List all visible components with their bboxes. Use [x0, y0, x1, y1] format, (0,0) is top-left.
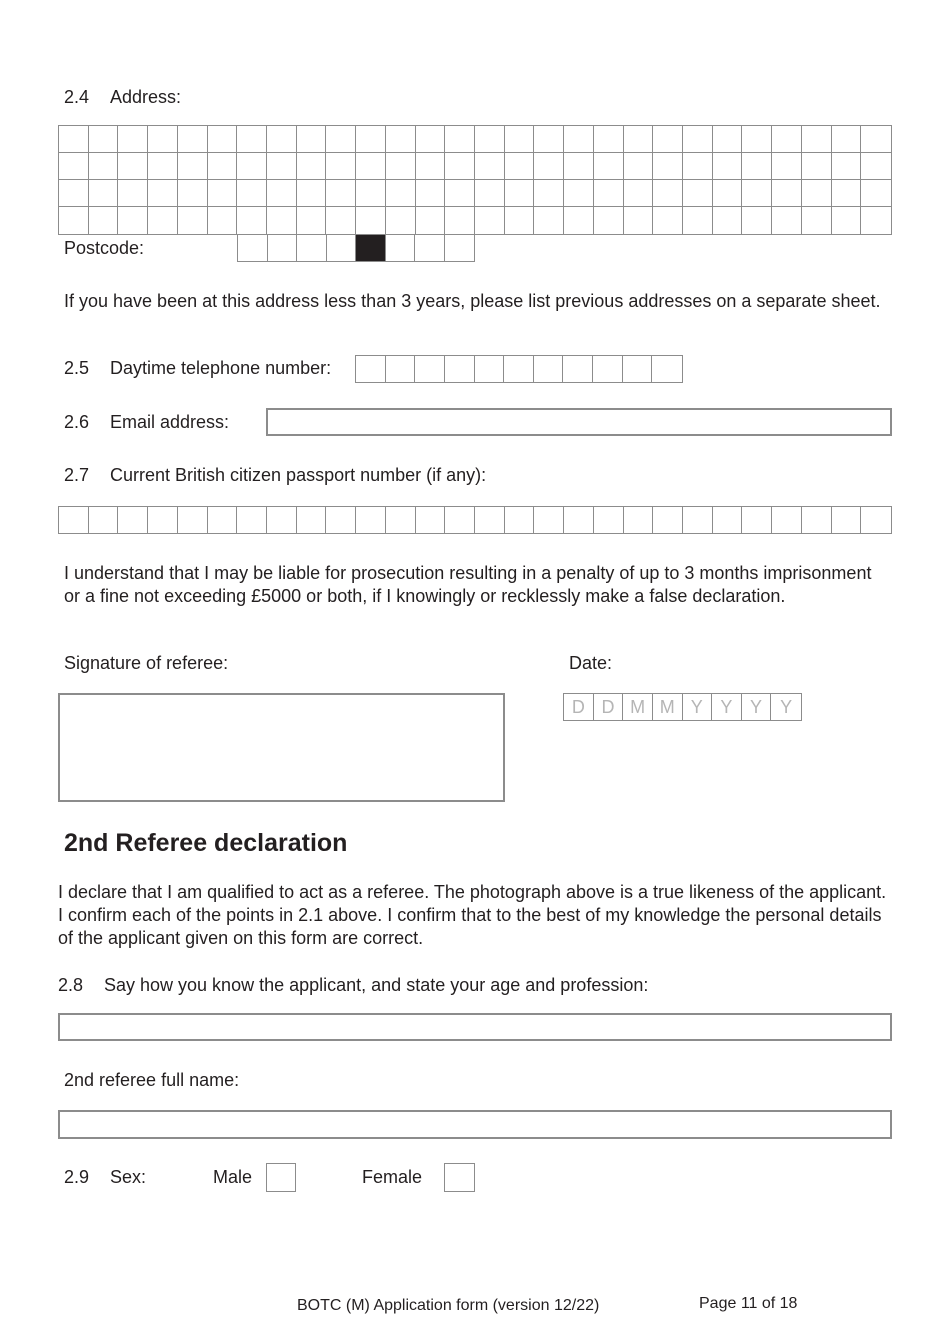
passport-cell[interactable] [237, 507, 267, 533]
address-cell[interactable] [772, 153, 802, 180]
address-cell[interactable] [356, 153, 386, 180]
female-label: Female [362, 1167, 423, 1187]
address-cell[interactable] [208, 207, 238, 234]
telephone-cell[interactable] [593, 356, 623, 382]
passport-cell[interactable] [148, 507, 178, 533]
address-cell[interactable] [208, 126, 238, 153]
address-cell[interactable] [742, 126, 772, 153]
telephone-label: Daytime telephone number: [110, 358, 332, 378]
address-cell[interactable] [89, 153, 119, 180]
address-cell[interactable] [386, 180, 416, 207]
passport-cell[interactable] [118, 507, 148, 533]
date-cell[interactable]: D [564, 694, 594, 720]
address-cell[interactable] [237, 207, 267, 234]
address-cell[interactable] [713, 126, 743, 153]
male-label: Male [213, 1167, 253, 1187]
date-cell[interactable]: Y [780, 697, 793, 717]
address-cell[interactable] [534, 180, 564, 207]
address-cell[interactable] [445, 126, 475, 153]
date-label: Date: [569, 653, 613, 673]
address-cell[interactable] [713, 153, 743, 180]
relation-field[interactable] [58, 1013, 892, 1041]
address-cell[interactable] [683, 207, 713, 234]
address-cell[interactable] [475, 153, 505, 180]
address-cell[interactable] [386, 153, 416, 180]
passport-cell[interactable] [594, 507, 624, 533]
address-label: Address: [110, 87, 182, 107]
telephone-cell[interactable] [415, 356, 445, 382]
address-cell[interactable] [416, 207, 446, 234]
full-name-label: 2nd referee full name: [64, 1070, 240, 1090]
passport-cell[interactable] [445, 507, 475, 533]
address-cell[interactable] [386, 207, 416, 234]
passport-cell[interactable] [475, 507, 505, 533]
address-cell[interactable] [356, 126, 386, 153]
passport-cell[interactable] [861, 507, 891, 533]
address-cell[interactable] [326, 153, 356, 180]
address-cell[interactable] [742, 180, 772, 207]
address-cell[interactable] [267, 180, 297, 207]
passport-number: 2.7 [64, 465, 90, 485]
relation-number: 2.8 [58, 975, 84, 995]
passport-cell[interactable] [534, 507, 564, 533]
sex-number: 2.9 [64, 1167, 90, 1187]
address-cell[interactable] [594, 207, 624, 234]
date-cell[interactable]: Y [712, 694, 742, 720]
address-cell[interactable] [237, 153, 267, 180]
address-cell[interactable] [178, 207, 208, 234]
telephone-cell[interactable] [563, 356, 593, 382]
address-cell[interactable] [505, 153, 535, 180]
declaration-warning: I understand that I may be liable for prosecution resulting in a penalty of up to 3 months imprisonment or a fine not exceeding £5000 or both, if I knowingly or recklessly make a false declaration. [64, 563, 872, 606]
footer-form-name: BOTC (M) Application form (version 12/22) [297, 1297, 600, 1314]
male-checkbox[interactable] [266, 1163, 296, 1192]
address-cell[interactable] [118, 180, 148, 207]
address-cell[interactable] [118, 153, 148, 180]
address-cell[interactable] [564, 180, 594, 207]
address-cell[interactable] [861, 126, 891, 153]
address-number: 2.4 [64, 87, 90, 107]
second-referee-heading: 2nd Referee declaration [64, 829, 348, 857]
address-cell[interactable] [653, 126, 683, 153]
address-cell[interactable] [356, 180, 386, 207]
address-cell[interactable] [59, 153, 89, 180]
date-input[interactable] [563, 693, 802, 721]
postcode-cell[interactable] [327, 235, 357, 261]
address-cell[interactable] [297, 207, 327, 234]
telephone-number: 2.5 [64, 358, 90, 378]
passport-number-input[interactable] [58, 506, 892, 534]
telephone-cell[interactable] [652, 356, 682, 382]
address-cell[interactable] [653, 180, 683, 207]
address-cell[interactable] [861, 207, 891, 234]
address-cell[interactable] [594, 180, 624, 207]
address-cell[interactable] [505, 180, 535, 207]
passport-cell[interactable] [505, 507, 535, 533]
passport-cell[interactable] [89, 507, 119, 533]
address-cell[interactable] [713, 207, 743, 234]
address-cell[interactable] [861, 180, 891, 207]
passport-cell[interactable] [59, 507, 89, 533]
passport-cell[interactable] [178, 507, 208, 533]
passport-cell[interactable] [297, 507, 327, 533]
address-cell[interactable] [742, 207, 772, 234]
address-cell[interactable] [802, 207, 832, 234]
address-cell[interactable] [713, 180, 743, 207]
postcode-cell[interactable] [268, 235, 298, 261]
address-cell[interactable] [178, 180, 208, 207]
address-cell[interactable] [237, 180, 267, 207]
address-cell[interactable] [624, 180, 654, 207]
address-cell[interactable] [297, 180, 327, 207]
postcode-cell[interactable] [238, 235, 268, 261]
address-cell[interactable] [89, 180, 119, 207]
second-referee-declaration: I declare that I am qualified to act as a referee. The photograph above is a true likeness of the applicant. I confirm each of the points in 2.1 above. I confirm that to the best of my knowledge the personal details of the applicant given on this form are correct. [58, 882, 887, 948]
telephone-cell[interactable] [623, 356, 653, 382]
address-cell[interactable] [475, 207, 505, 234]
address-cell[interactable] [802, 126, 832, 153]
address-cell[interactable] [148, 180, 178, 207]
address-cell[interactable] [534, 153, 564, 180]
address-cell[interactable] [832, 180, 862, 207]
date-cell[interactable]: Y [742, 694, 772, 720]
signature-label: Signature of referee: [64, 653, 229, 673]
address-cell[interactable] [534, 207, 564, 234]
address-cell[interactable] [683, 180, 713, 207]
address-cell[interactable] [683, 126, 713, 153]
postcode-cell[interactable] [415, 235, 445, 261]
passport-cell[interactable] [832, 507, 862, 533]
passport-cell[interactable] [564, 507, 594, 533]
email-number: 2.6 [64, 412, 90, 432]
passport-cell[interactable] [772, 507, 802, 533]
address-cell[interactable] [653, 207, 683, 234]
passport-cell[interactable] [802, 507, 832, 533]
email-label: Email address: [110, 412, 230, 432]
postcode-cell[interactable] [297, 235, 327, 261]
address-cell[interactable] [89, 207, 119, 234]
passport-label: Current British citizen passport number (if any): [110, 465, 487, 485]
relation-label: Say how you know the applicant, and state your age and profession: [104, 975, 649, 995]
address-cell[interactable] [416, 126, 446, 153]
address-cell[interactable] [534, 126, 564, 153]
address-cell[interactable] [237, 126, 267, 153]
address-cell[interactable] [802, 153, 832, 180]
date-cell[interactable]: Y [683, 694, 713, 720]
address-cell[interactable] [772, 180, 802, 207]
address-cell[interactable] [564, 126, 594, 153]
address-cell[interactable] [624, 126, 654, 153]
address-cell[interactable] [594, 126, 624, 153]
address-cell[interactable] [89, 126, 119, 153]
date-cell[interactable]: M [653, 694, 683, 720]
address-cell[interactable] [742, 153, 772, 180]
passport-cell[interactable] [713, 507, 743, 533]
address-cell[interactable] [178, 153, 208, 180]
address-grid[interactable] [58, 125, 892, 235]
address-cell[interactable] [475, 126, 505, 153]
address-cell[interactable] [297, 126, 327, 153]
postcode-label: Postcode: [64, 238, 145, 258]
full-name-field[interactable] [58, 1110, 892, 1139]
date-cell[interactable]: D [594, 694, 624, 720]
address-cell[interactable] [326, 207, 356, 234]
date-cell[interactable]: M [623, 694, 653, 720]
postcode-cell[interactable] [386, 235, 416, 261]
telephone-cell[interactable] [504, 356, 534, 382]
postcode-grid[interactable] [237, 235, 475, 262]
telephone-cell[interactable] [356, 356, 386, 382]
address-cell[interactable] [59, 207, 89, 234]
passport-cell[interactable] [624, 507, 654, 533]
address-cell[interactable] [505, 207, 535, 234]
address-cell[interactable] [832, 207, 862, 234]
address-cell[interactable] [59, 180, 89, 207]
female-checkbox[interactable] [444, 1163, 475, 1192]
address-cell[interactable] [148, 126, 178, 153]
address-cell[interactable] [416, 180, 446, 207]
passport-cell[interactable] [683, 507, 713, 533]
address-cell[interactable] [148, 153, 178, 180]
address-cell[interactable] [861, 153, 891, 180]
telephone-cell[interactable] [386, 356, 416, 382]
address-cell[interactable] [772, 126, 802, 153]
telephone-input[interactable] [355, 355, 683, 383]
address-cell[interactable] [326, 180, 356, 207]
telephone-cell[interactable] [445, 356, 475, 382]
address-cell[interactable] [297, 153, 327, 180]
passport-cell[interactable] [267, 507, 297, 533]
passport-cell[interactable] [653, 507, 683, 533]
address-cell[interactable] [178, 126, 208, 153]
address-cell[interactable] [802, 180, 832, 207]
address-cell[interactable] [267, 153, 297, 180]
postcode-cell[interactable] [445, 235, 475, 261]
address-cell[interactable] [416, 153, 446, 180]
previous-address-note: If you have been at this address less than 3 years, please list previous addresses on a separate sheet. [64, 291, 881, 311]
address-cell[interactable] [356, 207, 386, 234]
address-cell[interactable] [683, 153, 713, 180]
address-cell[interactable] [564, 153, 594, 180]
address-cell[interactable] [505, 126, 535, 153]
address-cell[interactable] [386, 126, 416, 153]
postcode-cell[interactable] [356, 235, 386, 261]
passport-cell[interactable] [356, 507, 386, 533]
address-cell[interactable] [624, 207, 654, 234]
address-cell[interactable] [445, 207, 475, 234]
address-cell[interactable] [208, 180, 238, 207]
address-cell[interactable] [564, 207, 594, 234]
signature-box[interactable] [58, 693, 505, 802]
address-cell[interactable] [594, 153, 624, 180]
telephone-cell[interactable] [475, 356, 505, 382]
passport-cell[interactable] [208, 507, 238, 533]
footer-page-number: Page 11 of 18 [699, 1295, 798, 1312]
email-field[interactable] [266, 408, 892, 436]
passport-cell[interactable] [742, 507, 772, 533]
address-cell[interactable] [208, 153, 238, 180]
address-cell[interactable] [118, 126, 148, 153]
address-cell[interactable] [267, 207, 297, 234]
address-cell[interactable] [445, 153, 475, 180]
passport-cell[interactable] [416, 507, 446, 533]
address-cell[interactable] [445, 180, 475, 207]
address-cell[interactable] [326, 126, 356, 153]
address-cell[interactable] [267, 126, 297, 153]
address-cell[interactable] [653, 153, 683, 180]
address-cell[interactable] [475, 180, 505, 207]
address-cell[interactable] [624, 153, 654, 180]
sex-label: Sex: [110, 1167, 147, 1187]
address-cell[interactable] [118, 207, 148, 234]
address-cell[interactable] [59, 126, 89, 153]
address-cell[interactable] [772, 207, 802, 234]
address-cell[interactable] [832, 126, 862, 153]
passport-cell[interactable] [326, 507, 356, 533]
address-cell[interactable] [148, 207, 178, 234]
passport-cell[interactable] [386, 507, 416, 533]
telephone-cell[interactable] [534, 356, 564, 382]
address-cell[interactable] [832, 153, 862, 180]
